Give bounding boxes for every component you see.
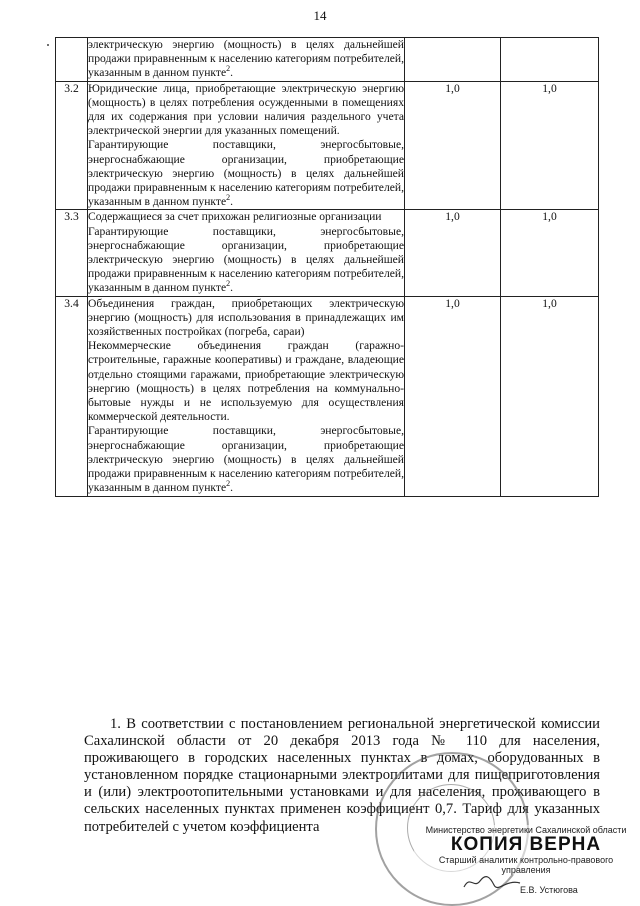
- footnote-paragraph: 1. В соответствии с постановлением региональной энергетической комиссии Сахалинской области от 20 декабря 2013 года № 110 для населения, проживающего в городских населенных пунктах в домах, оборудованных в установленном порядке стационарными электроплитами для пищеприготовления и (или) электроотопительными установками и для населения, проживающего в сельских населенных пунктах применен коэффициент 0,7. Тариф для указанных потребителей с учетом коэффициента: [84, 716, 600, 835]
- paragraph-text: Юридические лица, приобретающие электрическую энергию (мощность) в целях потребления осужденными в помещениях для их содержания при условии наличия раздельного учета электрической энергии для указанных помещений.: [88, 81, 404, 138]
- row-number: 3.4: [56, 296, 88, 496]
- row-description: [88, 210, 405, 296]
- row-description: [88, 38, 405, 82]
- paragraph-text: Содержащиеся за счет прихожан религиозные организации: [88, 210, 382, 224]
- description-paragraph: [88, 297, 404, 340]
- paragraph-text: Гарантирующие поставщики, энергосбытовые, энергоснабжающие организации, приобретающие электрическую энергию (мощность) в целях дальнейшей продажи приравненным к населению категориям потребителей, указанным в данном пункте: [88, 138, 404, 209]
- description-paragraph: [88, 424, 404, 495]
- paragraph-text: Объединения граждан, приобретающих электрическую энергию (мощность) для использования в принадлежащих им хозяйственных постройках (погреба, сараи): [88, 296, 404, 339]
- footnote-ref: 2: [226, 64, 231, 74]
- coefficient-value-2: [501, 38, 599, 82]
- coefficient-value-1: 1,0: [405, 81, 501, 210]
- paragraph-end: .: [230, 481, 234, 495]
- handwritten-signature: [462, 873, 522, 891]
- table-row: [56, 210, 599, 296]
- description-paragraph: [88, 38, 404, 81]
- row-description: [88, 296, 405, 496]
- paragraph-text: Некоммерческие объединения граждан (гаражно-строительные, гаражные кооперативы) и граждане, владеющие отдельно стоящими гаражами, приобретающие электрическую энергию (мощность) в целях потребления на коммунально-бытовые нужды и не используемую для осуществления коммерческой деятельности.: [88, 339, 404, 424]
- row-number: 3.2: [56, 81, 88, 210]
- table-row: [56, 38, 599, 82]
- row-number: [56, 38, 88, 82]
- description-paragraph: [88, 82, 404, 139]
- row-description: [88, 81, 405, 210]
- coefficient-value-1: 1,0: [405, 210, 501, 296]
- description-paragraph: [88, 225, 404, 296]
- stamp-ministry: Министерство энергетики Сахалинской области: [425, 825, 627, 835]
- stamp-title: КОПИЯ ВЕРНА: [450, 834, 602, 855]
- footnote-ref: 2: [226, 279, 231, 289]
- paragraph-text: Гарантирующие поставщики, энергосбытовые, энергоснабжающие организации, приобретающие электрическую энергию (мощность) в целях дальнейшей продажи приравненным к населению категориям потребителей, указанным в данном пункте: [88, 424, 404, 495]
- certified-copy-stamp: [414, 825, 638, 875]
- footnote-ref: 2: [226, 479, 231, 489]
- table-row: [56, 296, 599, 496]
- stamp-signer: Е.В. Устюгова: [520, 885, 578, 895]
- coefficient-value-2: 1,0: [501, 81, 599, 210]
- page-number: 14: [313, 8, 327, 23]
- coefficient-value-1: 1,0: [405, 296, 501, 496]
- paragraph-end: .: [230, 195, 234, 209]
- coefficient-value-2: 1,0: [501, 296, 599, 496]
- description-paragraph: [88, 210, 404, 224]
- table-row: [56, 81, 599, 210]
- row-number: 3.3: [56, 210, 88, 296]
- description-paragraph: [88, 138, 404, 209]
- stray-mark: [47, 44, 49, 46]
- paragraph-end: .: [230, 66, 234, 80]
- paragraph-end: .: [230, 281, 234, 295]
- coefficient-value-1: [405, 38, 501, 82]
- tariff-table: [55, 37, 599, 497]
- description-paragraph: [88, 339, 404, 424]
- footnote-ref: 2: [226, 193, 231, 203]
- stamp-position: Старший аналитик контрольно-правового управления: [438, 855, 614, 875]
- coefficient-value-2: 1,0: [501, 210, 599, 296]
- paragraph-text: Гарантирующие поставщики, энергосбытовые, энергоснабжающие организации, приобретающие электрическую энергию (мощность) в целях дальнейшей продажи приравненным к населению категориям потребителей, указанным в данном пункте: [88, 224, 404, 295]
- paragraph-text: электрическую энергию (мощность) в целях дальнейшей продажи приравненным к населению категориям потребителей, указанным в данном пункте: [88, 38, 404, 80]
